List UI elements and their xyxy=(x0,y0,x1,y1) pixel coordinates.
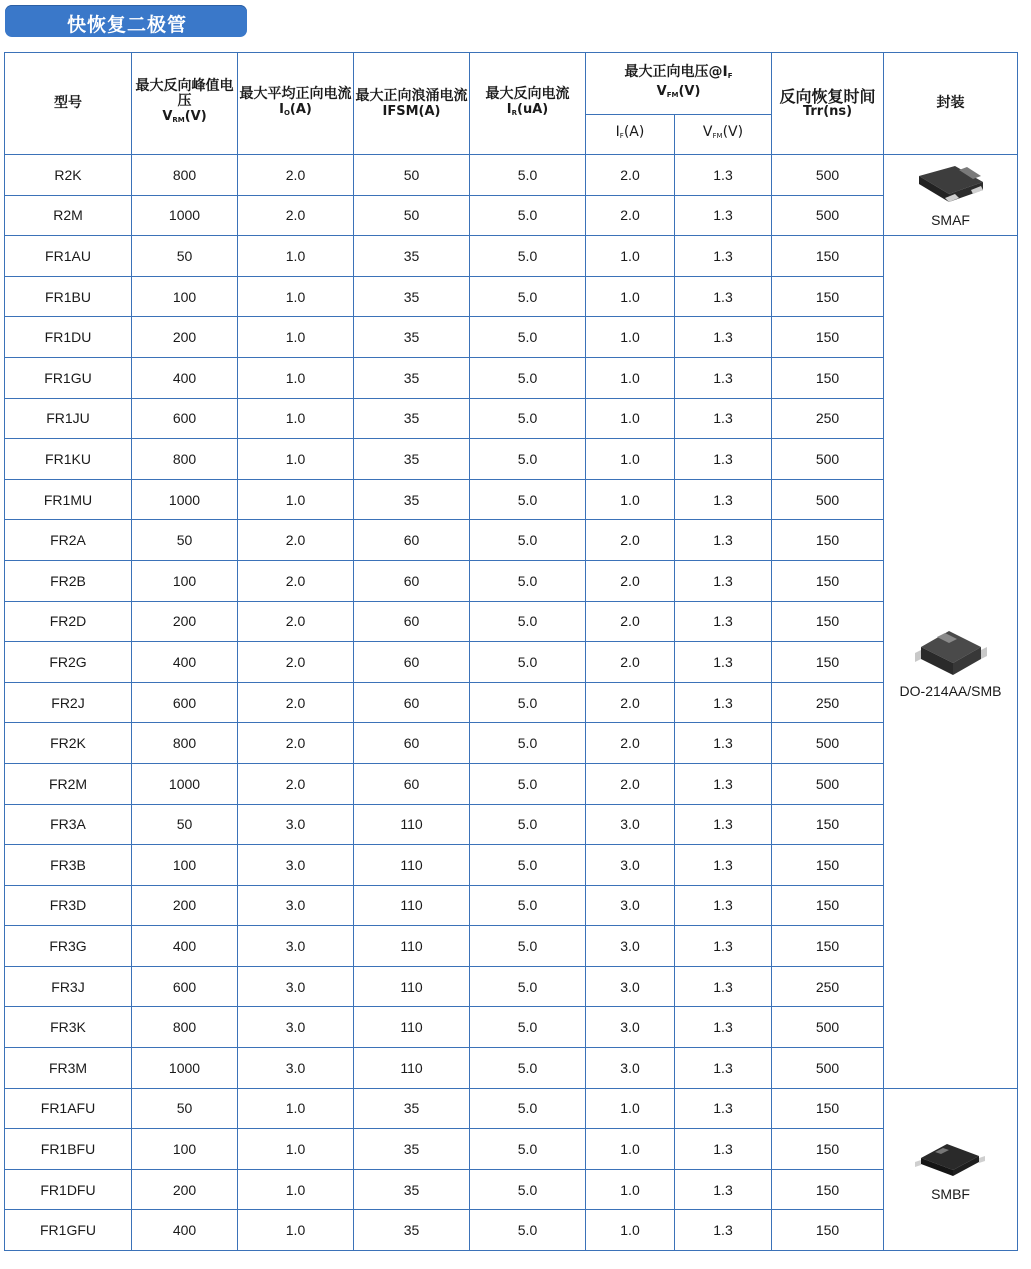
cell-ifsm: 35 xyxy=(354,439,470,480)
cell-io: 1.0 xyxy=(238,1129,354,1170)
smaf-package-icon xyxy=(915,162,987,210)
cell-io: 1.0 xyxy=(238,357,354,398)
cell-if: 1.0 xyxy=(586,236,675,277)
cell-model: FR1AU xyxy=(5,236,132,277)
table-row xyxy=(5,1129,1018,1170)
cell-trr: 500 xyxy=(772,195,884,236)
cell-ir: 5.0 xyxy=(470,601,586,642)
cell-io: 3.0 xyxy=(238,885,354,926)
cell-ifsm: 35 xyxy=(354,236,470,277)
cell-trr: 150 xyxy=(772,276,884,317)
cell-trr: 150 xyxy=(772,317,884,358)
table-row xyxy=(5,195,1018,236)
package-label-smb: DO-214AA/SMB xyxy=(899,682,1002,699)
cell-if: 2.0 xyxy=(586,763,675,804)
cell-trr: 150 xyxy=(772,1210,884,1251)
cell-ifsm: 110 xyxy=(354,1007,470,1048)
cell-trr: 500 xyxy=(772,1048,884,1089)
cell-ir: 5.0 xyxy=(470,1169,586,1210)
cell-trr: 150 xyxy=(772,520,884,561)
cell-vrm: 200 xyxy=(132,317,238,358)
cell-io: 3.0 xyxy=(238,845,354,886)
cell-ir: 5.0 xyxy=(470,804,586,845)
cell-vfm: 1.3 xyxy=(675,1210,772,1251)
cell-vfm: 1.3 xyxy=(675,317,772,358)
section-title-badge xyxy=(5,5,247,37)
header-vf: 最大正向电压$@I_F$ $V_{FM}(V)$ xyxy=(586,53,772,115)
cell-vfm: 1.3 xyxy=(675,926,772,967)
cell-ifsm: 60 xyxy=(354,723,470,764)
cell-vrm: 1000 xyxy=(132,763,238,804)
package-cell-smaf xyxy=(884,155,1018,236)
table-row xyxy=(5,479,1018,520)
table-row xyxy=(5,1048,1018,1089)
header-io: 最大平均正向电流 $I_O(A)$ xyxy=(238,53,354,155)
cell-model: FR2D xyxy=(5,601,132,642)
cell-io: 2.0 xyxy=(238,682,354,723)
smb-package-icon xyxy=(915,625,987,681)
cell-if: 1.0 xyxy=(586,1129,675,1170)
cell-vrm: 600 xyxy=(132,966,238,1007)
cell-ir: 5.0 xyxy=(470,885,586,926)
table-row xyxy=(5,357,1018,398)
cell-io: 1.0 xyxy=(238,479,354,520)
cell-trr: 150 xyxy=(772,845,884,886)
cell-model: FR3G xyxy=(5,926,132,967)
table-row xyxy=(5,682,1018,723)
cell-ifsm: 35 xyxy=(354,276,470,317)
cell-ifsm: 50 xyxy=(354,195,470,236)
cell-trr: 150 xyxy=(772,926,884,967)
cell-ir: 5.0 xyxy=(470,1048,586,1089)
header-vfm: $V_{FM}(V)$ xyxy=(675,115,772,155)
cell-ir: 5.0 xyxy=(470,723,586,764)
cell-if: 1.0 xyxy=(586,357,675,398)
cell-trr: 250 xyxy=(772,398,884,439)
cell-vfm: 1.3 xyxy=(675,845,772,886)
header-vrm: 最大反向峰值电压 $V_{RM}(V)$ xyxy=(132,53,238,155)
cell-model: FR1GFU xyxy=(5,1210,132,1251)
cell-if: 1.0 xyxy=(586,479,675,520)
cell-model: FR3D xyxy=(5,885,132,926)
cell-model: FR2K xyxy=(5,723,132,764)
cell-model: FR1AFU xyxy=(5,1088,132,1129)
cell-ifsm: 60 xyxy=(354,642,470,683)
cell-io: 1.0 xyxy=(238,1210,354,1251)
cell-vfm: 1.3 xyxy=(675,1007,772,1048)
table-row xyxy=(5,155,1018,196)
table-row xyxy=(5,1088,1018,1129)
table-row xyxy=(5,1169,1018,1210)
cell-vfm: 1.3 xyxy=(675,155,772,196)
cell-ir: 5.0 xyxy=(470,520,586,561)
cell-vrm: 600 xyxy=(132,398,238,439)
cell-vfm: 1.3 xyxy=(675,1129,772,1170)
cell-model: R2K xyxy=(5,155,132,196)
cell-ifsm: 35 xyxy=(354,357,470,398)
cell-ifsm: 110 xyxy=(354,926,470,967)
package-label-smaf: SMAF xyxy=(931,212,970,229)
cell-vrm: 600 xyxy=(132,682,238,723)
cell-ifsm: 60 xyxy=(354,601,470,642)
cell-io: 3.0 xyxy=(238,1007,354,1048)
cell-vfm: 1.3 xyxy=(675,1169,772,1210)
cell-vrm: 100 xyxy=(132,1129,238,1170)
cell-io: 1.0 xyxy=(238,1169,354,1210)
header-if: $I_F(A)$ xyxy=(586,115,675,155)
cell-if: 1.0 xyxy=(586,276,675,317)
cell-model: FR1JU xyxy=(5,398,132,439)
cell-ir: 5.0 xyxy=(470,236,586,277)
cell-model: FR1GU xyxy=(5,357,132,398)
cell-ir: 5.0 xyxy=(470,479,586,520)
cell-io: 1.0 xyxy=(238,398,354,439)
cell-trr: 500 xyxy=(772,723,884,764)
cell-ir: 5.0 xyxy=(470,926,586,967)
cell-trr: 250 xyxy=(772,966,884,1007)
cell-ir: 5.0 xyxy=(470,642,586,683)
cell-if: 1.0 xyxy=(586,439,675,480)
cell-ir: 5.0 xyxy=(470,682,586,723)
cell-vrm: 400 xyxy=(132,1210,238,1251)
cell-ir: 5.0 xyxy=(470,1210,586,1251)
cell-vrm: 50 xyxy=(132,804,238,845)
cell-vrm: 100 xyxy=(132,276,238,317)
table-row xyxy=(5,601,1018,642)
cell-vrm: 200 xyxy=(132,1169,238,1210)
cell-if: 2.0 xyxy=(586,601,675,642)
smbf-package-icon xyxy=(915,1136,987,1184)
table-row xyxy=(5,1007,1018,1048)
cell-model: FR2G xyxy=(5,642,132,683)
table-row xyxy=(5,236,1018,277)
cell-ifsm: 110 xyxy=(354,845,470,886)
cell-vfm: 1.3 xyxy=(675,560,772,601)
cell-vrm: 400 xyxy=(132,642,238,683)
cell-ifsm: 35 xyxy=(354,1088,470,1129)
cell-if: 3.0 xyxy=(586,966,675,1007)
cell-ifsm: 110 xyxy=(354,966,470,1007)
cell-if: 2.0 xyxy=(586,155,675,196)
cell-trr: 150 xyxy=(772,642,884,683)
header-ir: 最大反向电流 $I_R(uA)$ xyxy=(470,53,586,155)
cell-ir: 5.0 xyxy=(470,357,586,398)
cell-io: 2.0 xyxy=(238,723,354,764)
cell-vrm: 100 xyxy=(132,560,238,601)
cell-vrm: 50 xyxy=(132,1088,238,1129)
fast-recovery-diode-table xyxy=(4,52,1018,1251)
table-body xyxy=(5,155,1018,1251)
cell-ir: 5.0 xyxy=(470,1129,586,1170)
cell-trr: 150 xyxy=(772,1169,884,1210)
cell-ifsm: 35 xyxy=(354,317,470,358)
cell-vrm: 800 xyxy=(132,439,238,480)
cell-model: FR1MU xyxy=(5,479,132,520)
cell-model: FR2J xyxy=(5,682,132,723)
cell-model: FR1DU xyxy=(5,317,132,358)
table-row xyxy=(5,520,1018,561)
cell-ir: 5.0 xyxy=(470,398,586,439)
cell-if: 1.0 xyxy=(586,1088,675,1129)
cell-trr: 500 xyxy=(772,763,884,804)
cell-io: 1.0 xyxy=(238,439,354,480)
cell-trr: 150 xyxy=(772,804,884,845)
cell-vfm: 1.3 xyxy=(675,682,772,723)
cell-model: FR3B xyxy=(5,845,132,886)
cell-if: 2.0 xyxy=(586,642,675,683)
cell-io: 2.0 xyxy=(238,642,354,683)
cell-ifsm: 35 xyxy=(354,1129,470,1170)
cell-vrm: 200 xyxy=(132,601,238,642)
cell-model: FR1BFU xyxy=(5,1129,132,1170)
cell-model: FR1KU xyxy=(5,439,132,480)
cell-if: 3.0 xyxy=(586,926,675,967)
cell-trr: 500 xyxy=(772,479,884,520)
section-title: 快恢复二极管 xyxy=(67,14,188,36)
cell-io: 2.0 xyxy=(238,560,354,601)
cell-vfm: 1.3 xyxy=(675,236,772,277)
cell-ifsm: 110 xyxy=(354,885,470,926)
package-label-smbf: SMBF xyxy=(931,1186,970,1203)
cell-trr: 250 xyxy=(772,682,884,723)
cell-if: 2.0 xyxy=(586,520,675,561)
cell-vfm: 1.3 xyxy=(675,1048,772,1089)
cell-ir: 5.0 xyxy=(470,155,586,196)
cell-if: 3.0 xyxy=(586,885,675,926)
cell-vrm: 50 xyxy=(132,520,238,561)
cell-if: 3.0 xyxy=(586,1007,675,1048)
cell-model: FR3J xyxy=(5,966,132,1007)
cell-vrm: 1000 xyxy=(132,479,238,520)
cell-model: FR2M xyxy=(5,763,132,804)
cell-model: FR3K xyxy=(5,1007,132,1048)
cell-model: FR3A xyxy=(5,804,132,845)
table-row xyxy=(5,885,1018,926)
header-package: 封装 xyxy=(884,53,1018,155)
cell-io: 1.0 xyxy=(238,317,354,358)
cell-trr: 500 xyxy=(772,155,884,196)
cell-model: FR2B xyxy=(5,560,132,601)
cell-trr: 150 xyxy=(772,1088,884,1129)
cell-ir: 5.0 xyxy=(470,276,586,317)
cell-model: FR1DFU xyxy=(5,1169,132,1210)
cell-ir: 5.0 xyxy=(470,195,586,236)
header-trr: 反向恢复时间 Trr(ns) xyxy=(772,53,884,155)
cell-ifsm: 35 xyxy=(354,1169,470,1210)
cell-ir: 5.0 xyxy=(470,439,586,480)
cell-vrm: 800 xyxy=(132,155,238,196)
cell-ir: 5.0 xyxy=(470,1007,586,1048)
cell-vrm: 200 xyxy=(132,885,238,926)
cell-vfm: 1.3 xyxy=(675,439,772,480)
cell-trr: 150 xyxy=(772,560,884,601)
cell-io: 2.0 xyxy=(238,155,354,196)
table-row xyxy=(5,966,1018,1007)
package-cell-smbf xyxy=(884,1088,1018,1250)
cell-if: 2.0 xyxy=(586,682,675,723)
cell-ifsm: 60 xyxy=(354,682,470,723)
cell-model: FR3M xyxy=(5,1048,132,1089)
cell-ifsm: 60 xyxy=(354,520,470,561)
table-row xyxy=(5,439,1018,480)
cell-vfm: 1.3 xyxy=(675,763,772,804)
cell-if: 3.0 xyxy=(586,804,675,845)
cell-io: 3.0 xyxy=(238,804,354,845)
cell-vfm: 1.3 xyxy=(675,885,772,926)
cell-io: 3.0 xyxy=(238,926,354,967)
cell-ir: 5.0 xyxy=(470,1088,586,1129)
cell-io: 2.0 xyxy=(238,195,354,236)
cell-vfm: 1.3 xyxy=(675,601,772,642)
cell-ifsm: 35 xyxy=(354,1210,470,1251)
cell-if: 3.0 xyxy=(586,845,675,886)
cell-vfm: 1.3 xyxy=(675,195,772,236)
cell-if: 2.0 xyxy=(586,195,675,236)
cell-io: 1.0 xyxy=(238,236,354,277)
cell-if: 1.0 xyxy=(586,398,675,439)
cell-vfm: 1.3 xyxy=(675,357,772,398)
cell-if: 3.0 xyxy=(586,1048,675,1089)
cell-vfm: 1.3 xyxy=(675,723,772,764)
cell-ir: 5.0 xyxy=(470,966,586,1007)
package-cell-smb xyxy=(884,236,1018,1088)
table-row xyxy=(5,1210,1018,1251)
table-row xyxy=(5,763,1018,804)
cell-ifsm: 60 xyxy=(354,763,470,804)
cell-ir: 5.0 xyxy=(470,763,586,804)
cell-vfm: 1.3 xyxy=(675,398,772,439)
table-row xyxy=(5,926,1018,967)
cell-if: 2.0 xyxy=(586,723,675,764)
header-model: 型号 xyxy=(5,53,132,155)
cell-vfm: 1.3 xyxy=(675,1088,772,1129)
table-row xyxy=(5,276,1018,317)
cell-model: FR2A xyxy=(5,520,132,561)
cell-vrm: 100 xyxy=(132,845,238,886)
cell-ifsm: 35 xyxy=(354,398,470,439)
cell-vfm: 1.3 xyxy=(675,642,772,683)
cell-io: 2.0 xyxy=(238,601,354,642)
table-row xyxy=(5,642,1018,683)
cell-vrm: 400 xyxy=(132,926,238,967)
cell-ifsm: 35 xyxy=(354,479,470,520)
cell-ifsm: 110 xyxy=(354,1048,470,1089)
table-row xyxy=(5,398,1018,439)
cell-vfm: 1.3 xyxy=(675,479,772,520)
cell-trr: 150 xyxy=(772,236,884,277)
table-row xyxy=(5,560,1018,601)
cell-ir: 5.0 xyxy=(470,560,586,601)
table-row xyxy=(5,804,1018,845)
cell-io: 3.0 xyxy=(238,966,354,1007)
cell-io: 2.0 xyxy=(238,763,354,804)
header-ifsm: 最大正向浪涌电流 IFSM(A) xyxy=(354,53,470,155)
cell-ifsm: 50 xyxy=(354,155,470,196)
cell-model: FR1BU xyxy=(5,276,132,317)
cell-vrm: 50 xyxy=(132,236,238,277)
table-row xyxy=(5,723,1018,764)
cell-trr: 500 xyxy=(772,439,884,480)
cell-ir: 5.0 xyxy=(470,845,586,886)
cell-ifsm: 60 xyxy=(354,560,470,601)
cell-ir: 5.0 xyxy=(470,317,586,358)
cell-io: 2.0 xyxy=(238,520,354,561)
cell-trr: 500 xyxy=(772,1007,884,1048)
cell-trr: 150 xyxy=(772,1129,884,1170)
cell-vfm: 1.3 xyxy=(675,520,772,561)
cell-trr: 150 xyxy=(772,601,884,642)
cell-trr: 150 xyxy=(772,357,884,398)
table-row xyxy=(5,845,1018,886)
cell-if: 1.0 xyxy=(586,317,675,358)
cell-io: 1.0 xyxy=(238,1088,354,1129)
cell-io: 1.0 xyxy=(238,276,354,317)
cell-if: 2.0 xyxy=(586,560,675,601)
cell-if: 1.0 xyxy=(586,1210,675,1251)
cell-trr: 150 xyxy=(772,885,884,926)
cell-vrm: 800 xyxy=(132,723,238,764)
table-row xyxy=(5,317,1018,358)
cell-io: 3.0 xyxy=(238,1048,354,1089)
cell-vrm: 800 xyxy=(132,1007,238,1048)
cell-model: R2M xyxy=(5,195,132,236)
cell-vrm: 1000 xyxy=(132,195,238,236)
cell-vfm: 1.3 xyxy=(675,804,772,845)
cell-vfm: 1.3 xyxy=(675,276,772,317)
cell-if: 1.0 xyxy=(586,1169,675,1210)
cell-vfm: 1.3 xyxy=(675,966,772,1007)
cell-ifsm: 110 xyxy=(354,804,470,845)
cell-vrm: 400 xyxy=(132,357,238,398)
cell-vrm: 1000 xyxy=(132,1048,238,1089)
